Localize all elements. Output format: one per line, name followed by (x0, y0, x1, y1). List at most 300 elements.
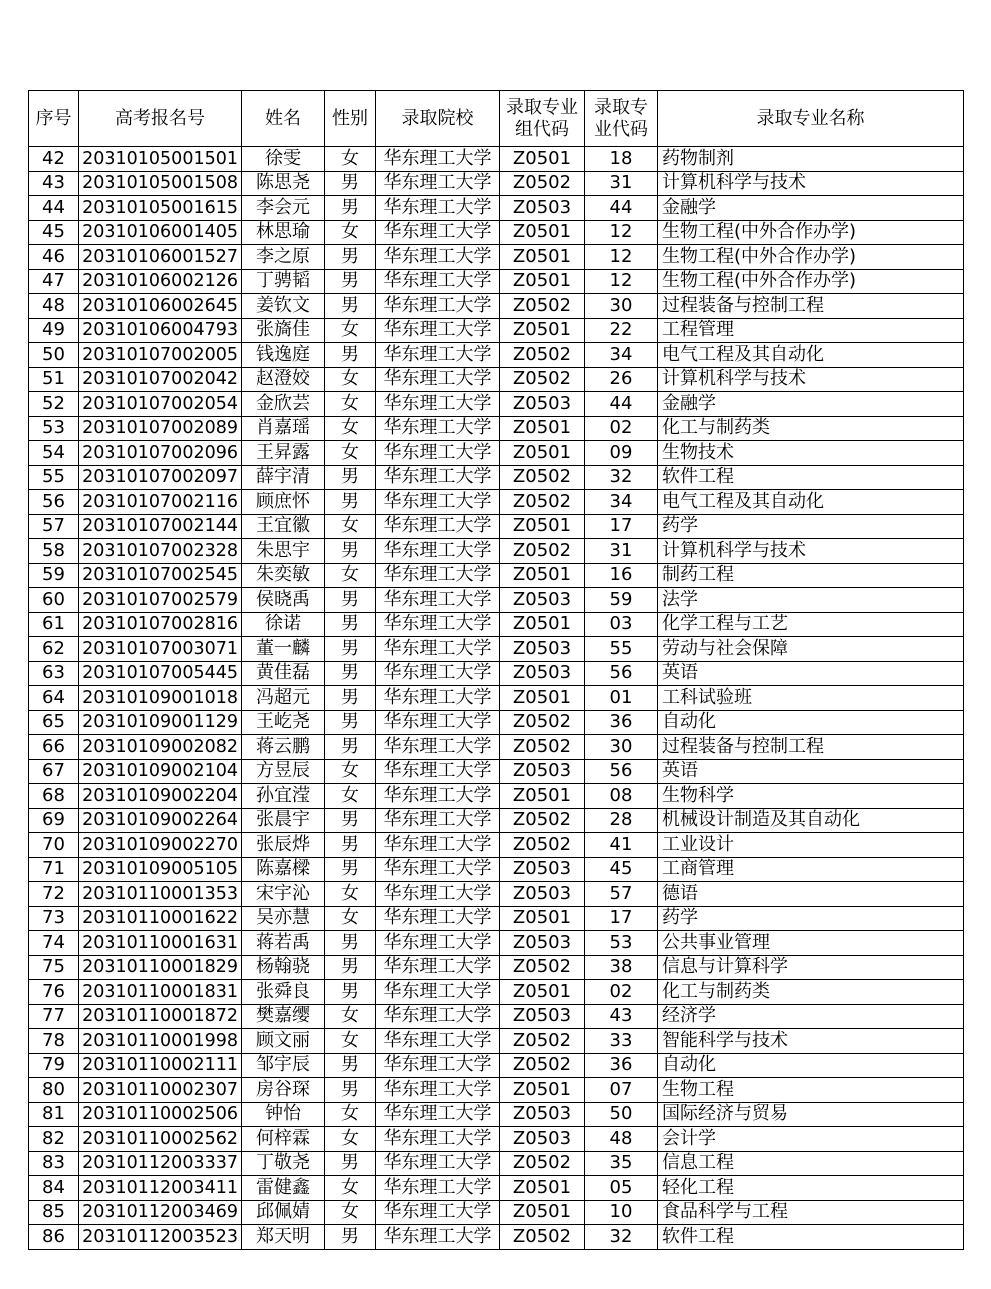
cell-gender: 女 (325, 441, 376, 466)
cell-group-code: Z0503 (500, 637, 585, 662)
cell-group-code: Z0503 (500, 1127, 585, 1152)
cell-university: 华东理工大学 (376, 612, 500, 637)
cell-gender: 男 (325, 710, 376, 735)
cell-exam-id: 20310110001353 (79, 882, 242, 907)
cell-gender: 男 (325, 808, 376, 833)
cell-major-name: 生物工程(中外合作办学) (658, 245, 964, 270)
cell-major-code: 32 (585, 1225, 658, 1250)
cell-exam-id: 20310107002579 (79, 588, 242, 613)
cell-name: 邱佩婧 (242, 1200, 325, 1225)
cell-name: 樊嘉缨 (242, 1004, 325, 1029)
table-row (29, 465, 964, 490)
cell-group-code: Z0502 (500, 343, 585, 368)
table-row (29, 931, 964, 956)
table-row (29, 318, 964, 343)
cell-group-code: Z0502 (500, 1053, 585, 1078)
cell-university: 华东理工大学 (376, 833, 500, 858)
cell-index: 50 (29, 343, 79, 368)
cell-major-name: 生物工程(中外合作办学) (658, 269, 964, 294)
table-row (29, 661, 964, 686)
cell-gender: 女 (325, 1200, 376, 1225)
cell-group-code: Z0501 (500, 318, 585, 343)
cell-index: 43 (29, 171, 79, 196)
cell-index: 69 (29, 808, 79, 833)
table-row (29, 147, 964, 172)
cell-index: 67 (29, 759, 79, 784)
cell-major-name: 会计学 (658, 1127, 964, 1152)
cell-major-name: 生物科学 (658, 784, 964, 809)
cell-name: 姜钦文 (242, 294, 325, 319)
cell-group-code: Z0502 (500, 539, 585, 564)
admission-table (28, 90, 964, 1250)
cell-major-name: 过程装备与控制工程 (658, 294, 964, 319)
cell-university: 华东理工大学 (376, 1176, 500, 1201)
cell-major-code: 12 (585, 245, 658, 270)
cell-university: 华东理工大学 (376, 1151, 500, 1176)
cell-exam-id: 20310109001129 (79, 710, 242, 735)
cell-name: 陈思尧 (242, 171, 325, 196)
table-row (29, 196, 964, 221)
cell-index: 75 (29, 955, 79, 980)
cell-exam-id: 20310107002097 (79, 465, 242, 490)
cell-index: 55 (29, 465, 79, 490)
cell-major-code: 53 (585, 931, 658, 956)
cell-group-code: Z0502 (500, 490, 585, 515)
cell-name: 顾文丽 (242, 1029, 325, 1054)
cell-major-code: 30 (585, 735, 658, 760)
cell-gender: 女 (325, 367, 376, 392)
cell-exam-id: 20310107003071 (79, 637, 242, 662)
cell-university: 华东理工大学 (376, 318, 500, 343)
cell-exam-id: 20310107002116 (79, 490, 242, 515)
cell-major-name: 生物工程 (658, 1078, 964, 1103)
cell-name: 徐雯 (242, 147, 325, 172)
cell-major-name: 德语 (658, 882, 964, 907)
cell-index: 70 (29, 833, 79, 858)
cell-name: 王昇露 (242, 441, 325, 466)
cell-major-name: 计算机科学与技术 (658, 171, 964, 196)
cell-major-code: 59 (585, 588, 658, 613)
cell-index: 78 (29, 1029, 79, 1054)
cell-major-code: 02 (585, 980, 658, 1005)
cell-name: 邹宇辰 (242, 1053, 325, 1078)
cell-exam-id: 20310107002089 (79, 416, 242, 441)
cell-major-name: 劳动与社会保障 (658, 637, 964, 662)
table-row (29, 759, 964, 784)
cell-index: 54 (29, 441, 79, 466)
cell-university: 华东理工大学 (376, 196, 500, 221)
cell-exam-id: 20310112003337 (79, 1151, 242, 1176)
cell-university: 华东理工大学 (376, 735, 500, 760)
cell-group-code: Z0501 (500, 980, 585, 1005)
cell-major-code: 09 (585, 441, 658, 466)
cell-major-code: 12 (585, 220, 658, 245)
cell-major-code: 34 (585, 343, 658, 368)
cell-major-name: 工业设计 (658, 833, 964, 858)
cell-exam-id: 20310110001872 (79, 1004, 242, 1029)
cell-university: 华东理工大学 (376, 588, 500, 613)
cell-major-code: 12 (585, 269, 658, 294)
cell-exam-id: 20310112003523 (79, 1225, 242, 1250)
cell-university: 华东理工大学 (376, 416, 500, 441)
cell-major-code: 36 (585, 710, 658, 735)
cell-major-name: 经济学 (658, 1004, 964, 1029)
cell-group-code: Z0503 (500, 759, 585, 784)
group-code-line-1: 录取专业 (506, 96, 578, 118)
cell-exam-id: 20310112003411 (79, 1176, 242, 1201)
cell-major-code: 33 (585, 1029, 658, 1054)
major-code-line-1: 录取专 (594, 96, 648, 118)
col-header-group-code (500, 91, 585, 147)
cell-exam-id: 20310110001622 (79, 906, 242, 931)
cell-index: 66 (29, 735, 79, 760)
cell-index: 80 (29, 1078, 79, 1103)
table-row (29, 294, 964, 319)
cell-gender: 女 (325, 906, 376, 931)
cell-name: 丁敬尧 (242, 1151, 325, 1176)
cell-exam-id: 20310107002816 (79, 612, 242, 637)
cell-university: 华东理工大学 (376, 465, 500, 490)
cell-university: 华东理工大学 (376, 343, 500, 368)
cell-gender: 男 (325, 980, 376, 1005)
major-code-line-2: 业代码 (594, 118, 648, 140)
cell-name: 张辰烨 (242, 833, 325, 858)
cell-major-code: 28 (585, 808, 658, 833)
cell-major-name: 软件工程 (658, 465, 964, 490)
cell-major-code: 26 (585, 367, 658, 392)
cell-group-code: Z0501 (500, 612, 585, 637)
cell-index: 74 (29, 931, 79, 956)
cell-university: 华东理工大学 (376, 1225, 500, 1250)
cell-major-name: 自动化 (658, 710, 964, 735)
cell-index: 58 (29, 539, 79, 564)
cell-group-code: Z0503 (500, 931, 585, 956)
cell-major-code: 31 (585, 539, 658, 564)
cell-name: 方昱辰 (242, 759, 325, 784)
cell-name: 王宜徽 (242, 514, 325, 539)
cell-group-code: Z0503 (500, 882, 585, 907)
cell-gender: 男 (325, 269, 376, 294)
cell-major-name: 自动化 (658, 1053, 964, 1078)
cell-group-code: Z0502 (500, 710, 585, 735)
cell-university: 华东理工大学 (376, 882, 500, 907)
cell-gender: 男 (325, 539, 376, 564)
cell-major-code: 16 (585, 563, 658, 588)
cell-university: 华东理工大学 (376, 171, 500, 196)
col-header-major-name: 录取专业名称 (658, 91, 964, 147)
cell-group-code: Z0503 (500, 857, 585, 882)
cell-exam-id: 20310106002126 (79, 269, 242, 294)
cell-university: 华东理工大学 (376, 1102, 500, 1127)
cell-name: 徐诺 (242, 612, 325, 637)
table-row (29, 955, 964, 980)
cell-index: 53 (29, 416, 79, 441)
cell-gender: 男 (325, 245, 376, 270)
cell-index: 77 (29, 1004, 79, 1029)
cell-group-code: Z0503 (500, 392, 585, 417)
table-row (29, 367, 964, 392)
header-row (29, 91, 964, 147)
cell-group-code: Z0502 (500, 465, 585, 490)
cell-exam-id: 20310110002307 (79, 1078, 242, 1103)
cell-major-code: 22 (585, 318, 658, 343)
cell-major-name: 化学工程与工艺 (658, 612, 964, 637)
cell-university: 华东理工大学 (376, 710, 500, 735)
cell-index: 82 (29, 1127, 79, 1152)
cell-group-code: Z0503 (500, 196, 585, 221)
cell-university: 华东理工大学 (376, 539, 500, 564)
cell-university: 华东理工大学 (376, 563, 500, 588)
cell-group-code: Z0501 (500, 269, 585, 294)
table-row (29, 1029, 964, 1054)
cell-index: 52 (29, 392, 79, 417)
cell-name: 钱逸庭 (242, 343, 325, 368)
cell-major-code: 17 (585, 906, 658, 931)
cell-exam-id: 20310109005105 (79, 857, 242, 882)
cell-group-code: Z0501 (500, 686, 585, 711)
cell-index: 86 (29, 1225, 79, 1250)
cell-university: 华东理工大学 (376, 1078, 500, 1103)
cell-exam-id: 20310107002005 (79, 343, 242, 368)
col-header-name: 姓名 (242, 91, 325, 147)
cell-exam-id: 20310110002562 (79, 1127, 242, 1152)
cell-gender: 女 (325, 392, 376, 417)
cell-university: 华东理工大学 (376, 490, 500, 515)
cell-university: 华东理工大学 (376, 808, 500, 833)
cell-group-code: Z0503 (500, 1102, 585, 1127)
cell-group-code: Z0502 (500, 171, 585, 196)
cell-name: 李会元 (242, 196, 325, 221)
cell-gender: 女 (325, 882, 376, 907)
cell-major-code: 18 (585, 147, 658, 172)
cell-index: 46 (29, 245, 79, 270)
table-row (29, 514, 964, 539)
cell-major-code: 07 (585, 1078, 658, 1103)
cell-group-code: Z0501 (500, 416, 585, 441)
cell-exam-id: 20310109001018 (79, 686, 242, 711)
cell-major-name: 药学 (658, 906, 964, 931)
cell-index: 79 (29, 1053, 79, 1078)
cell-name: 雷健鑫 (242, 1176, 325, 1201)
cell-university: 华东理工大学 (376, 220, 500, 245)
cell-university: 华东理工大学 (376, 441, 500, 466)
cell-gender: 女 (325, 220, 376, 245)
cell-group-code: Z0503 (500, 588, 585, 613)
table-row (29, 1200, 964, 1225)
cell-exam-id: 20310106004793 (79, 318, 242, 343)
cell-major-name: 工程管理 (658, 318, 964, 343)
cell-index: 73 (29, 906, 79, 931)
cell-exam-id: 20310107002054 (79, 392, 242, 417)
cell-university: 华东理工大学 (376, 392, 500, 417)
cell-index: 45 (29, 220, 79, 245)
cell-index: 47 (29, 269, 79, 294)
cell-gender: 男 (325, 686, 376, 711)
cell-university: 华东理工大学 (376, 1053, 500, 1078)
cell-exam-id: 20310110002506 (79, 1102, 242, 1127)
table-row (29, 171, 964, 196)
cell-index: 76 (29, 980, 79, 1005)
cell-major-name: 信息与计算科学 (658, 955, 964, 980)
cell-major-code: 44 (585, 392, 658, 417)
cell-exam-id: 20310110002111 (79, 1053, 242, 1078)
cell-group-code: Z0502 (500, 1029, 585, 1054)
cell-university: 华东理工大学 (376, 367, 500, 392)
table-row (29, 392, 964, 417)
cell-index: 56 (29, 490, 79, 515)
cell-gender: 男 (325, 465, 376, 490)
cell-major-name: 制药工程 (658, 563, 964, 588)
cell-name: 林思瑜 (242, 220, 325, 245)
cell-exam-id: 20310106001405 (79, 220, 242, 245)
cell-index: 85 (29, 1200, 79, 1225)
cell-university: 华东理工大学 (376, 906, 500, 931)
table-row (29, 563, 964, 588)
cell-major-name: 食品科学与工程 (658, 1200, 964, 1225)
col-header-exam-id: 高考报名号 (79, 91, 242, 147)
cell-name: 肖嘉瑶 (242, 416, 325, 441)
cell-index: 83 (29, 1151, 79, 1176)
cell-major-code: 48 (585, 1127, 658, 1152)
cell-gender: 女 (325, 416, 376, 441)
cell-university: 华东理工大学 (376, 1200, 500, 1225)
cell-index: 60 (29, 588, 79, 613)
cell-major-code: 03 (585, 612, 658, 637)
cell-major-name: 计算机科学与技术 (658, 539, 964, 564)
cell-major-name: 法学 (658, 588, 964, 613)
cell-group-code: Z0502 (500, 294, 585, 319)
cell-gender: 女 (325, 1176, 376, 1201)
cell-major-code: 30 (585, 294, 658, 319)
cell-exam-id: 20310105001501 (79, 147, 242, 172)
cell-major-name: 金融学 (658, 196, 964, 221)
cell-university: 华东理工大学 (376, 980, 500, 1005)
cell-major-name: 机械设计制造及其自动化 (658, 808, 964, 833)
cell-group-code: Z0502 (500, 833, 585, 858)
cell-name: 杨翰骁 (242, 955, 325, 980)
cell-index: 51 (29, 367, 79, 392)
cell-major-code: 05 (585, 1176, 658, 1201)
cell-major-code: 55 (585, 637, 658, 662)
cell-gender: 女 (325, 147, 376, 172)
cell-index: 84 (29, 1176, 79, 1201)
cell-major-name: 英语 (658, 759, 964, 784)
cell-exam-id: 20310110001831 (79, 980, 242, 1005)
cell-gender: 男 (325, 637, 376, 662)
cell-name: 冯超元 (242, 686, 325, 711)
cell-major-name: 工商管理 (658, 857, 964, 882)
cell-gender: 男 (325, 490, 376, 515)
table-row (29, 980, 964, 1005)
cell-index: 81 (29, 1102, 79, 1127)
cell-index: 72 (29, 882, 79, 907)
cell-name: 李之原 (242, 245, 325, 270)
cell-gender: 男 (325, 196, 376, 221)
cell-major-name: 公共事业管理 (658, 931, 964, 956)
cell-gender: 女 (325, 1004, 376, 1029)
cell-group-code: Z0501 (500, 220, 585, 245)
cell-name: 侯晓禹 (242, 588, 325, 613)
cell-group-code: Z0502 (500, 1225, 585, 1250)
cell-gender: 男 (325, 1078, 376, 1103)
cell-index: 62 (29, 637, 79, 662)
cell-major-code: 35 (585, 1151, 658, 1176)
cell-major-name: 软件工程 (658, 1225, 964, 1250)
table-row (29, 735, 964, 760)
cell-major-code: 57 (585, 882, 658, 907)
cell-exam-id: 20310109002204 (79, 784, 242, 809)
cell-group-code: Z0501 (500, 1200, 585, 1225)
cell-gender: 男 (325, 735, 376, 760)
cell-major-code: 45 (585, 857, 658, 882)
group-code-line-2: 组代码 (515, 118, 569, 140)
cell-gender: 男 (325, 294, 376, 319)
cell-name: 朱思宇 (242, 539, 325, 564)
cell-name: 张舜良 (242, 980, 325, 1005)
cell-gender: 女 (325, 1029, 376, 1054)
cell-index: 63 (29, 661, 79, 686)
cell-exam-id: 20310105001615 (79, 196, 242, 221)
cell-name: 黄佳磊 (242, 661, 325, 686)
cell-major-name: 工科试验班 (658, 686, 964, 711)
cell-major-name: 化工与制药类 (658, 416, 964, 441)
table-row (29, 1102, 964, 1127)
cell-name: 蒋若禹 (242, 931, 325, 956)
cell-gender: 女 (325, 1102, 376, 1127)
cell-major-name: 药学 (658, 514, 964, 539)
cell-exam-id: 20310110001829 (79, 955, 242, 980)
cell-name: 丁骋韬 (242, 269, 325, 294)
cell-major-name: 计算机科学与技术 (658, 367, 964, 392)
cell-university: 华东理工大学 (376, 759, 500, 784)
cell-gender: 女 (325, 1127, 376, 1152)
cell-gender: 男 (325, 661, 376, 686)
cell-group-code: Z0502 (500, 1151, 585, 1176)
cell-group-code: Z0502 (500, 955, 585, 980)
cell-gender: 男 (325, 343, 376, 368)
cell-group-code: Z0501 (500, 1176, 585, 1201)
cell-university: 华东理工大学 (376, 1127, 500, 1152)
cell-university: 华东理工大学 (376, 857, 500, 882)
cell-university: 华东理工大学 (376, 1004, 500, 1029)
cell-university: 华东理工大学 (376, 245, 500, 270)
cell-gender: 女 (325, 759, 376, 784)
cell-name: 孙宜滢 (242, 784, 325, 809)
cell-name: 朱奕敏 (242, 563, 325, 588)
cell-gender: 男 (325, 588, 376, 613)
table-row (29, 245, 964, 270)
cell-major-name: 金融学 (658, 392, 964, 417)
cell-name: 郑天明 (242, 1225, 325, 1250)
cell-name: 钟怡 (242, 1102, 325, 1127)
cell-index: 49 (29, 318, 79, 343)
cell-major-code: 31 (585, 171, 658, 196)
cell-major-code: 08 (585, 784, 658, 809)
table-row (29, 808, 964, 833)
cell-exam-id: 20310107002545 (79, 563, 242, 588)
table-row (29, 1225, 964, 1250)
cell-name: 薛宇清 (242, 465, 325, 490)
cell-gender: 男 (325, 1151, 376, 1176)
cell-exam-id: 20310112003469 (79, 1200, 242, 1225)
cell-major-name: 智能科学与技术 (658, 1029, 964, 1054)
cell-gender: 男 (325, 955, 376, 980)
table-row (29, 1053, 964, 1078)
cell-exam-id: 20310105001508 (79, 171, 242, 196)
cell-university: 华东理工大学 (376, 686, 500, 711)
cell-major-name: 信息工程 (658, 1151, 964, 1176)
cell-exam-id: 20310109002082 (79, 735, 242, 760)
